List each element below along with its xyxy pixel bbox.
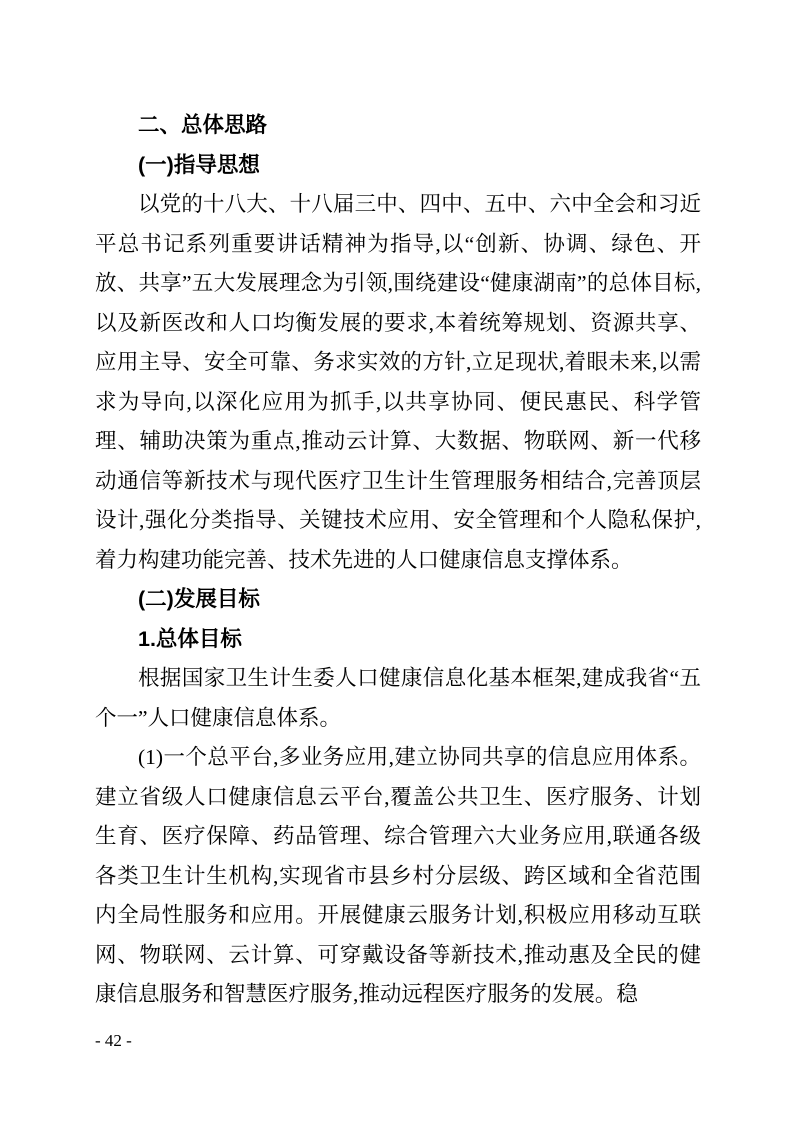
paragraph-overall-goal: 根据国家卫生计生委人口健康信息化基本框架,建成我省“五个一”人口健康信息体系。 [95, 666, 701, 730]
paragraph-platform: (1)一个总平台,多业务应用,建立协同共享的信息应用体系。建立省级人口健康信息云平台,覆盖公共卫生、医疗服务、计划生育、医疗保障、药品管理、综合管理六大业务应用,联通各级各类卫生计生机构,实现省市县乡村分层级、跨区域和全省范围内全局性服务和应用。开展健康云服务计划,积极应用移动互联网、物联网、云计算、可穿戴设备等新技术,推动惠及全民的健康信息服务和智慧医疗服务,推动远程医疗服务的发展。稳 [95, 745, 701, 1006]
paragraph-guiding-ideology: 以党的十八大、十八届三中、四中、五中、六中全会和习近平总书记系列重要讲话精神为指导,以“创新、协调、绿色、开放、共享”五大发展理念为引领,围绕建设“健康湖南”的总体目标,以及新医改和人口均衡发展的要求,本着统筹规划、资源共享、应用主导、安全可靠、务求实效的方针,立足现状,着眼未来,以需求为导向,以深化应用为抓手,以共享协同、便民惠民、科学管理、辅助决策为重点,推动云计算、大数据、物联网、新一代移动通信等新技术与现代医疗卫生计生管理服务相结合,完善顶层设计,强化分类指导、关键技术应用、安全管理和个人隐私保护,着力构建功能完善、技术先进的人口健康信息支撑体系。 [95, 192, 701, 572]
subheading-overall-goal: 1.总体目标 [138, 626, 242, 651]
document-page [95, 106, 701, 1015]
section-heading: 二、总体思路 [138, 113, 268, 137]
subsection-heading-development-goals: (二)发展目标 [138, 587, 260, 611]
page-number: - 42 - [95, 1031, 132, 1050]
subsection-heading-guiding-ideology: (一)指导思想 [138, 152, 260, 177]
